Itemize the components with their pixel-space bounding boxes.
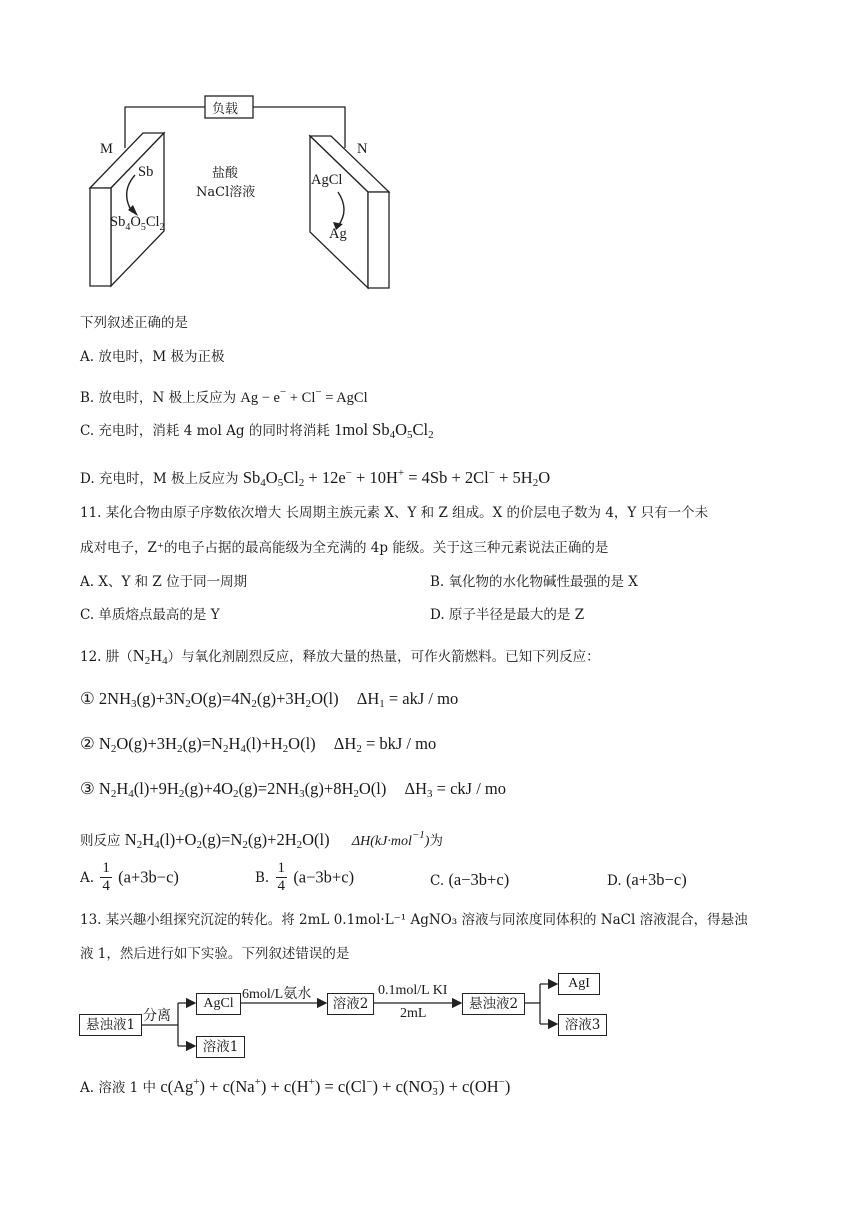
flow-solution-2: 溶液2 — [327, 993, 374, 1015]
fraction: $\frac{1}{4}$ — [102, 860, 110, 894]
q12-option-b: B. $\frac{1}{4}$ (a−3b+c) — [255, 860, 355, 894]
q12-reaction-2: ② $N_2O(g)+3H_2(g)=N_2H_4(l)+H_2O(l) \Delta H_2$ = bkJ / mo — [80, 734, 437, 755]
q12-dh1: $\Delta H_1$ = akJ / mo — [356, 689, 459, 710]
q12-reaction-1: ① $2NH_3(g)+3N_2O(g)=4N_2(g)+3H_2O(l) \Delta H_1$ = akJ / mo — [80, 689, 459, 710]
q11-option-d: D. 原子半径是最大的是 Z — [430, 607, 585, 623]
flow-ki-volume: 2mL — [400, 1006, 427, 1021]
m-bottom-species: $Sb_4O_5Cl_2$ — [110, 214, 165, 233]
q10-option-a: A. 放电时，M 极为正极 — [80, 349, 225, 365]
q12-option-d: D. (a+3b−c) — [607, 870, 687, 889]
flow-suspension-2: 悬浊液2 — [462, 993, 525, 1015]
q12-dh2: $\Delta H_2$ = bkJ / mo — [333, 734, 437, 755]
n-bottom-species: Ag — [329, 226, 347, 242]
electrolyte-line1: 盐酸 — [212, 166, 239, 181]
q11-stem-line1: 11. 某化合物由原子序数依次增大 长周期主族元素 X、Y 和 Z 组成。X 的价层电子数为 4，Y 只有一个未 — [80, 505, 709, 521]
q10-option-c: C. 充电时，消耗 4 mol Ag 的同时将消耗 1mol $Sb_4O_5Cl_2$ — [80, 420, 434, 441]
load-label: 负载 — [212, 102, 239, 117]
q10-option-b: B. 放电时，N 极上反应为 Ag − e− + Cl− = AgCl — [80, 386, 368, 406]
q10-option-b-formula: Ag − e− + Cl− = AgCl — [240, 386, 368, 406]
q12-target: 则反应 $N_2H_4(l)+O_2(g)=N_2(g)+2H_2O(l)$ ΔH(kJ·mol$^{-1}$)为 — [80, 829, 443, 851]
q13-option-a-formula: $c(Ag^+) + c(Na^+) + c(H^+) = c(Cl^-) + c(NO_3^-) + c(OH^-)$ — [160, 1076, 511, 1098]
flow-agcl: AgCl — [196, 993, 241, 1015]
q10-option-d: D. 充电时，M 极上反应为 $Sb_4O_5Cl_2 + 12e^- + 10H^+ = 4Sb + 2Cl^- + 5H_2O$ — [80, 467, 551, 489]
electrode-n-label: N — [357, 141, 368, 157]
flow-ki-label: 0.1mol/L KI — [378, 983, 448, 998]
fraction: $\frac{1}{4}$ — [277, 860, 286, 894]
q12-dh3: $\Delta H_3$ = ckJ / mo — [404, 779, 507, 800]
q12-stem: 12. 肼$(N_2H_4)$与氧化剂剧烈反应，释放大量的热量，可作火箭燃料。已知下列反应： — [80, 646, 600, 667]
q11-stem-line2: 成对电子，Z⁺的电子占据的最高能级为全充满的 4p 能级。关于这三种元素说法正确的是 — [80, 540, 609, 556]
q10-option-c-formula: 1mol $Sb_4O_5Cl_2$ — [334, 420, 434, 441]
flow-solution-3: 溶液3 — [558, 1014, 607, 1036]
n-top-species: AgCl — [311, 172, 343, 188]
q12-option-c: C. (a−3b+c) — [430, 870, 510, 889]
q12-target-unit: ΔH(kJ·mol$^{-1}$) — [351, 829, 430, 849]
q12-target-eq: $N_2H_4(l)+O_2(g)=N_2(g)+2H_2O(l)$ — [124, 830, 330, 851]
q13-stem-line1: 13. 某兴趣小组探究沉淀的转化。将 2mL 0.1mol·L⁻¹ AgNO₃ 溶液与同浓度同体积的 NaCl 溶液混合，得悬浊 — [80, 912, 748, 928]
q13-stem-line2: 液 1，然后进行如下实验。下列叙述错误的是 — [80, 946, 350, 962]
q10-option-d-formula: $Sb_4O_5Cl_2 + 12e^- + 10H^+ = 4Sb + 2Cl^- + 5H_2O$ — [242, 467, 551, 489]
q10-stem: 下列叙述正确的是 — [80, 315, 188, 331]
q11-option-c: C. 单质熔点最高的是 Y — [80, 607, 220, 623]
q12-stem-formula: $N_2H_4$ — [132, 646, 168, 667]
q11-option-a: A. X、Y 和 Z 位于同一周期 — [80, 574, 248, 590]
q11-option-b: B. 氧化物的水化物碱性最强的是 X — [430, 574, 638, 590]
flow-separate-label: 分离 — [143, 1008, 171, 1024]
electrolyte-line2: NaCl溶液 — [196, 185, 256, 200]
q12-option-a: A. $\frac{1}{4}$ (a+3b−c) — [80, 860, 179, 894]
flow-agi: AgI — [558, 973, 600, 995]
electrode-m-label: M — [100, 141, 113, 157]
q12-reaction-3: ③ $N_2H_4(l)+9H_2(g)+4O_2(g)=2NH_3(g)+8H_2O(l) \Delta H_3$ = ckJ / mo — [80, 779, 507, 800]
q13-option-a: A. 溶液 1 中 $c(Ag^+) + c(Na^+) + c(H^+) = c(Cl^-) + c(NO_3^-) + c(OH^-)$ — [80, 1076, 511, 1098]
m-top-species: Sb — [138, 164, 154, 180]
flow-ammonia-label: 6mol/L氨水 — [242, 987, 312, 1002]
flow-solution-1: 溶液1 — [196, 1036, 245, 1058]
flow-suspension-1: 悬浊液1 — [79, 1014, 142, 1036]
